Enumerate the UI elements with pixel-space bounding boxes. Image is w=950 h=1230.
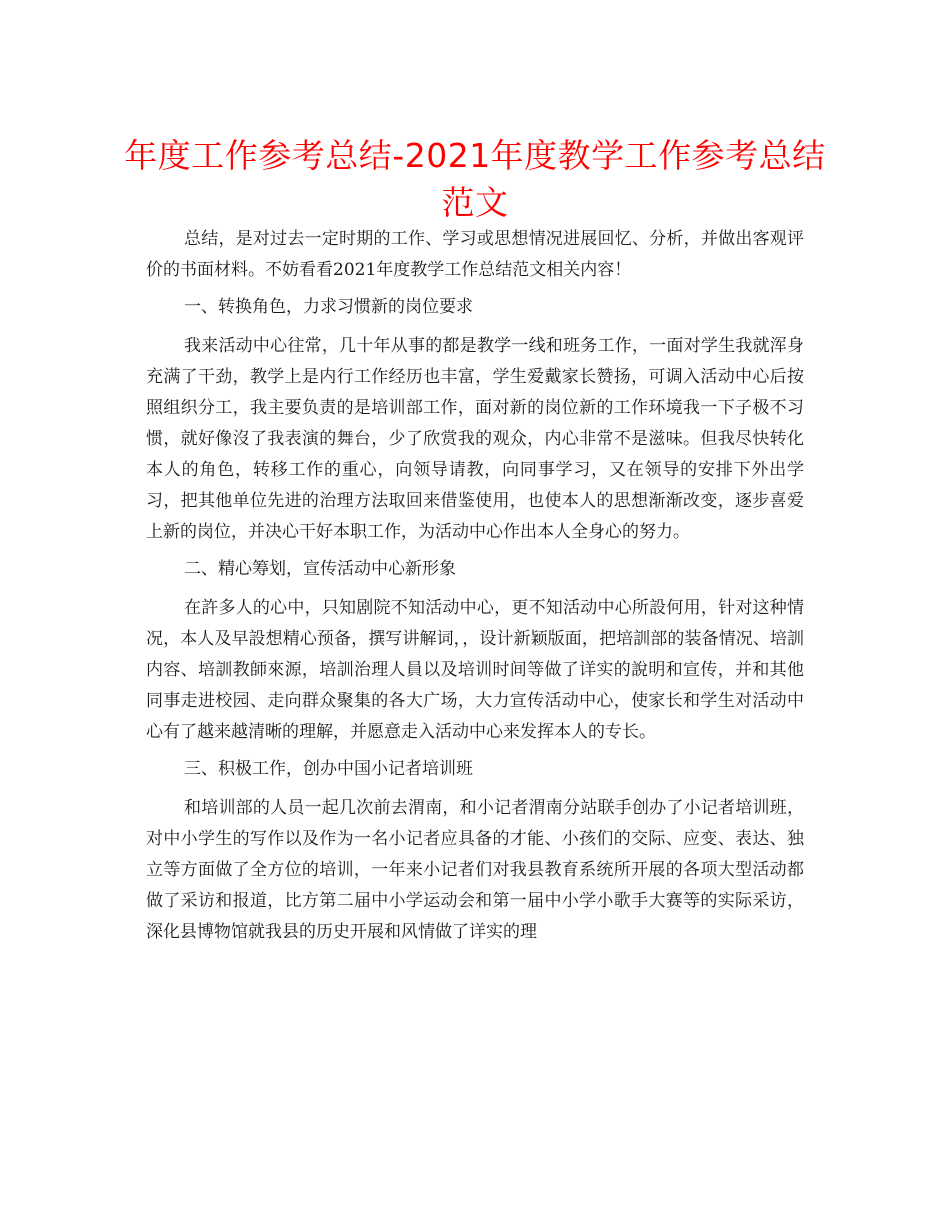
- section-heading-2: 二、精心筹划，宣传活动中心新形象: [184, 559, 456, 579]
- section-heading-1: 一、转换角色，力求习惯新的岗位要求: [184, 297, 473, 317]
- document-title: 年度工作参考总结-2021年度教学工作参考总结范文: [124, 136, 826, 222]
- paragraph-section-3: 和培训部的人员一起几次前去渭南，和小记者渭南分站联手创办了小记者培训班，对中小学生的写作以及作为一名小记者应具备的才能、小孩们的交际、应变、表达、独立等方面做了全方位的培训，一年来小记者们对我县教育系统所开展的各项大型活动都做了采访和报道，比方第二届中小学运动会和第一届中小学小歌手大赛等的实际采访，深化县博物馆就我县的历史开展和风情做了详实的理: [146, 798, 804, 942]
- paragraph-section-1: 我来活动中心往常，几十年从事的都是教学一线和班务工作，一面对学生我就浑身充满了干劲，教学上是内行工作经历也丰富，学生爱戴家长赞扬，可调入活动中心后按照组织分工，我主要负责的是培训部工作，面对新的岗位新的工作环境我一下子极不习惯，就好像沒了我表演的舞台，少了欣赏我的观众，内心非常不是滋味。但我尽快转化本人的角色，转移工作的重心，向领导请教，向同事学习，又在领导的安排下外出学习，把其他单位先进的治理方法取回来借鉴使用，也使本人的思想渐渐改变，逐步喜爱上新的岗位，并决心干好本职工作，为活动中心作出本人全身心的努力。: [146, 336, 804, 542]
- paragraph-intro: 总结，是对过去一定时期的工作、学习或思想情况进展回忆、分析，并做出客观评价的书面材料。不妨看看2021年度教学工作总结范文相关内容！: [146, 229, 804, 280]
- paragraph-section-2: 在許多人的心中，只知剧院不知活动中心，更不知活动中心所設何用，针对这种情况，本人及早設想精心预备，撰写讲解词，，设计新颖版面，把培訓部的装备情况、培訓内容、培訓教師來源，培訓治理人員以及培训时间等做了详实的說明和宣传，并和其他同事走进校园、走向群众聚集的各大广场，大力宣传活动中心，使家长和学生对活动中心有了越来越清晰的理解，并愿意走入活动中心来发挥本人的专长。: [146, 598, 804, 742]
- document-body: [146, 224, 804, 954]
- section-heading-3: 三、积极工作，创办中国小记者培训班: [184, 759, 473, 779]
